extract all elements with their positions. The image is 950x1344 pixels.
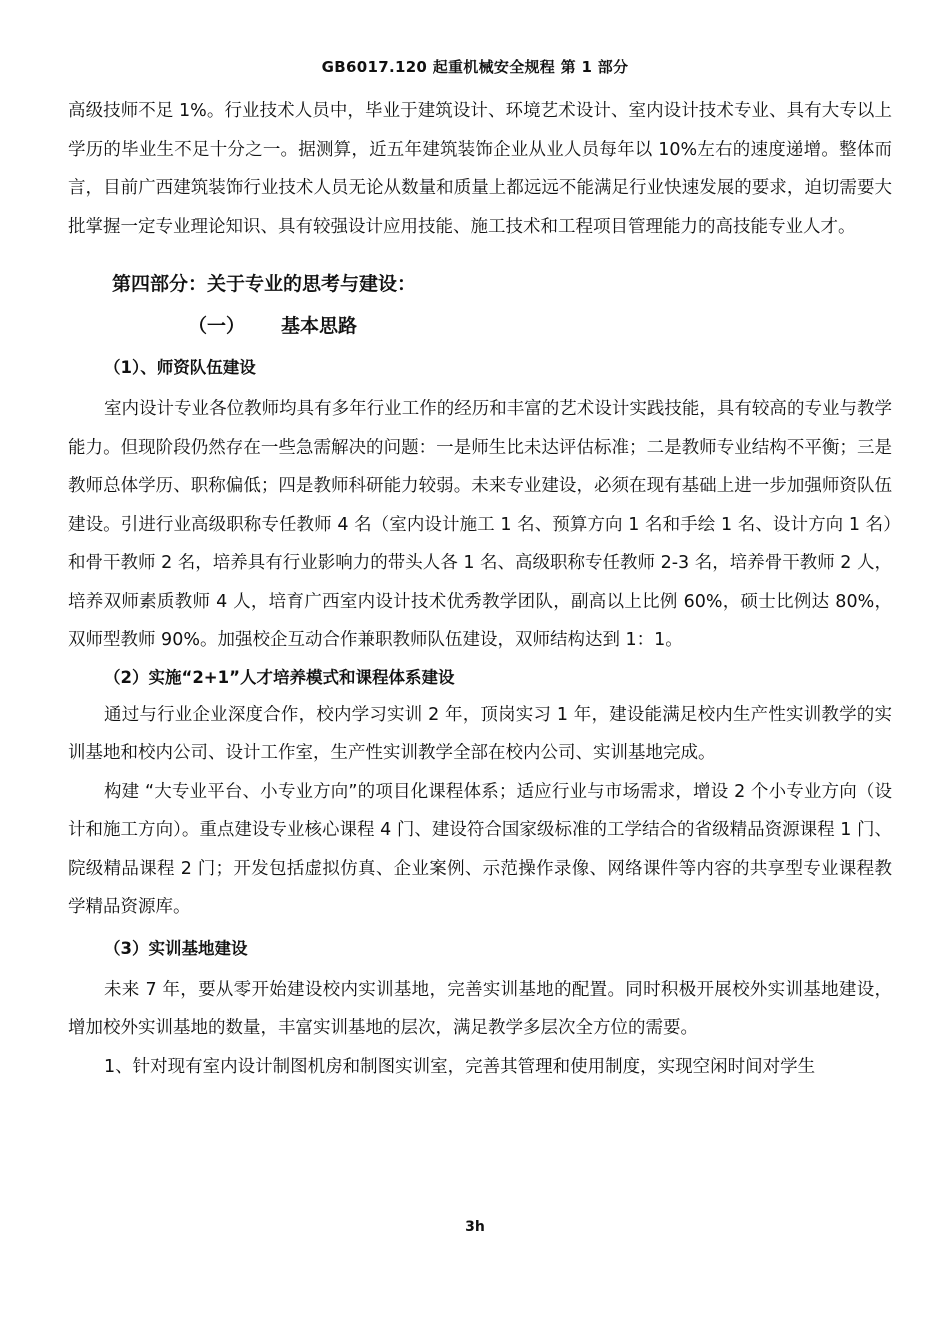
- intro-paragraph: 高级技师不足 1%。行业技术人员中，毕业于建筑设计、环境艺术设计、室内设计技术专业、具有大专以上学历的毕业生不足十分之一。据测算，近五年建筑装饰企业从业人员每年以 10%左右的速度递增。整体而言，目前广西建筑装饰行业技术人员无论从数量和质量上都远远不能满足行业快速发展的要求，迫切需要大批掌握一定专业理论知识、具有较强设计应用技能、施工技术和工程项目管理能力的高技能专业人才。: [68, 101, 892, 237]
- part-four-heading: 第四部分：关于专业的思考与建设：: [112, 273, 417, 295]
- base-plan-paragraph: 未来 7 年，要从零开始建设校内实训基地，完善实训基地的配置。同时积极开展校外实训基地建设，增加校外实训基地的数量，丰富实训基地的层次，满足教学多层次全方位的需要。: [68, 979, 892, 1038]
- section-one-number: （一）: [188, 315, 246, 337]
- item-one-paragraph: 1、针对现有室内设计制图机房和制图实训室，完善其管理和使用制度，实现空闲时间对学生: [104, 1056, 816, 1077]
- item2-heading: （2）实施“2+1”人才培养模式和课程体系建设: [104, 667, 455, 687]
- item1-heading: （1）、师资队伍建设: [104, 358, 256, 377]
- teachers-paragraph: 室内设计专业各位教师均具有多年行业工作的经历和丰富的艺术设计实践技能，具有较高的专业与教学能力。但现阶段仍然存在一些急需解决的问题：一是师生比未达评估标准；二是教师专业结构不平衡；三是教师总体学历、职称偏低；四是教师科研能力较弱。未来专业建设，必须在现有基础上进一步加强师资队伍建设。引进行业高级职称专任教师 4 名（室内设计施工 1 名、预算方向 1 名和手绘 1 名、设计方向 1 名）和骨干教师 2 名，培养具有行业影响力的带头人各 1 名、高级职称专任教师 2-3 名，培养骨干教师 2 人，培养双师素质教师 4 人，培育广西室内设计技术优秀教学团队，副高以上比例 60%，硕士比例达 80%，双师型教师 90%。加强校企互动合作兼职教师队伍建设，双师结构达到 1：1。: [68, 399, 892, 650]
- cooperation-paragraph: 通过与行业企业深度合作，校内学习实训 2 年，顶岗实习 1 年，建设能满足校内生产性实训教学的实训基地和校内公司、设计工作室，生产性实训教学全部在校内公司、实训基地完成。: [68, 704, 892, 763]
- section-one-heading: [68, 306, 892, 346]
- item3-heading: （3）实训基地建设: [104, 938, 248, 958]
- section-one-title: 基本思路: [281, 315, 358, 337]
- document-body: [68, 92, 892, 1086]
- page-header: GB6017.120 起重机械安全规程 第 1 部分: [321, 58, 629, 76]
- curriculum-paragraph: 构建 “大专业平台、小专业方向”的项目化课程体系；适应行业与市场需求，增设 2 个小专业方向（设计和施工方向）。重点建设专业核心课程 4 门、建设符合国家级标准的工学结合的省级精品资源课程 1 门、院级精品课程 2 门；开发包括虚拟仿真、企业案例、示范操作录像、网络课件等内容的共享型专业课程教学精品资源库。: [68, 781, 892, 917]
- page-number: 3h: [465, 1219, 485, 1235]
